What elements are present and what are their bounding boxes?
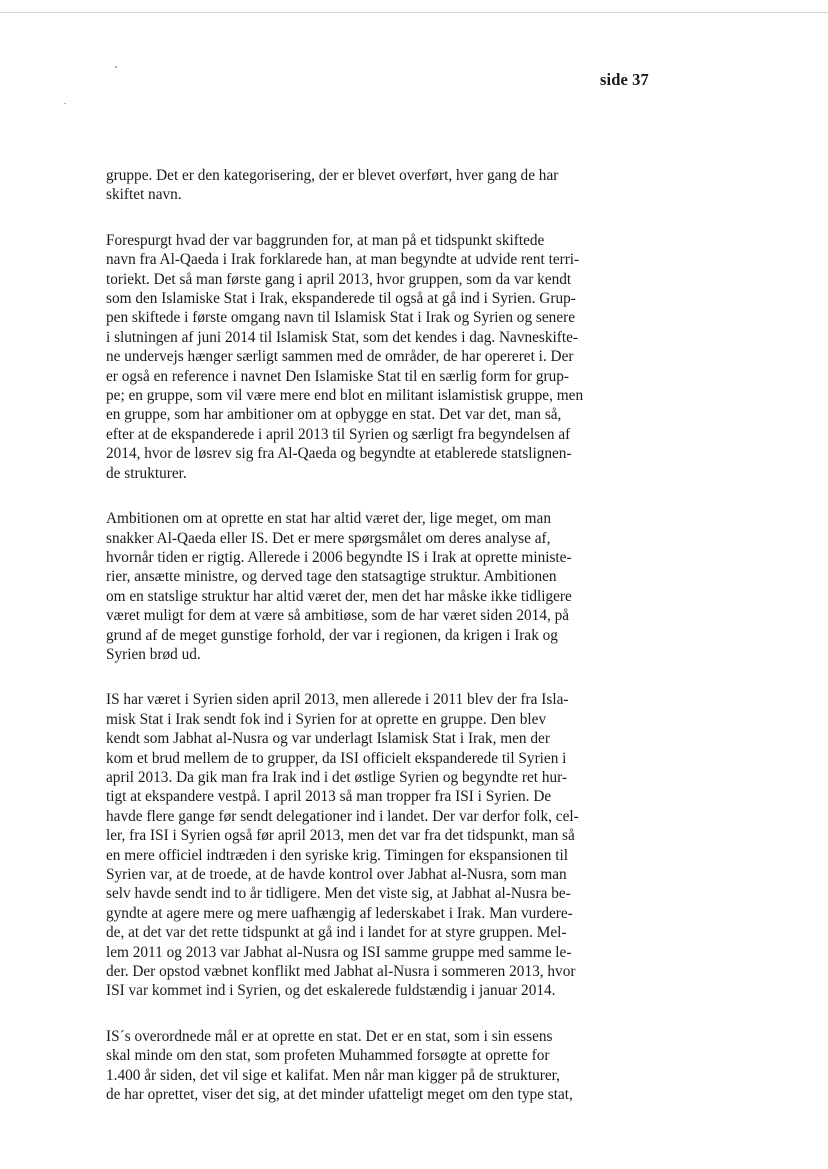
text-line: de har oprettet, viser det sig, at det minder ufatteligt meget om den type stat, <box>106 1086 573 1104</box>
text-line: været muligt for dem at være så ambitiøse, som de har været siden 2014, på <box>106 607 570 625</box>
text-line: en gruppe, som har ambitioner om at opbygge en stat. Det var det, man så, <box>106 406 562 424</box>
text-line: Syrien brød ud. <box>106 645 201 663</box>
paragraph <box>106 166 596 205</box>
text-line: som den Islamiske Stat i Irak, ekspanderede til også at gå ind i Syrien. Grup- <box>106 290 576 308</box>
text-line: pen skiftede i første omgang navn til Islamisk Stat i Irak og Syrien og senere <box>106 309 575 327</box>
paragraph <box>106 509 596 664</box>
body-text <box>106 166 596 1130</box>
text-line: 2014, hvor de løsrev sig fra Al-Qaeda og begyndte at etablerede statslignen- <box>106 445 572 463</box>
text-line: Syrien var, at de troede, at de havde kontrol over Jabhat al-Nusra, som man <box>106 866 567 883</box>
text-line: pe; en gruppe, som vil være mere end blot en militant islamistisk gruppe, men <box>106 387 584 405</box>
text-line: ler, fra ISI i Syrien også før april 2013, men det var fra det tidspunkt, man så <box>106 827 575 845</box>
text-line: i slutningen af juni 2014 til Islamisk Stat, som det kendes i dag. Navneskifte- <box>106 328 579 346</box>
text-line: gyndte at agere mere og mere uafhængig af lederskabet i Irak. Man vurdere- <box>106 904 573 922</box>
text-line: IS har været i Syrien siden april 2013, men allerede i 2011 blev der fra Isla- <box>106 691 569 709</box>
text-line: havde flere gange før sendt delegationer ind i landet. Der var derfor folk, cel- <box>106 807 579 825</box>
scan-top-edge <box>0 12 828 13</box>
text-line: navn fra Al-Qaeda i Irak forklarede han, at man begyndte at udvide rent terri- <box>106 251 580 269</box>
text-line: Ambitionen om at oprette en stat har altid været der, lige meget, om man <box>106 510 551 528</box>
text-line: 1.400 år siden, det vil sige et kalifat. Men når man kigger på de strukturer, <box>106 1066 560 1084</box>
text-line: selv havde sendt ind to år tidligere. Men det viste sig, at Jabhat al-Nusra be- <box>106 885 571 903</box>
text-line: lem 2011 og 2013 var Jabhat al-Nusra og ISI samme gruppe med samme le- <box>106 943 572 961</box>
paragraph <box>106 231 596 483</box>
text-line: rier, ansætte ministre, og derved tage den statsagtige struktur. Ambitionen <box>106 568 557 586</box>
text-line: de, at det var det rette tidspunkt at gå ind i landet for at styre gruppen. Mel- <box>106 924 567 942</box>
scan-speck <box>64 103 66 104</box>
text-line: skiftet navn. <box>106 186 182 204</box>
text-line: om en statslige struktur har altid været der, men det har måske ikke tidligere <box>106 587 572 605</box>
text-line: efter at de ekspanderede i april 2013 til Syrien og særligt fra begyndelsen af <box>106 425 571 443</box>
text-line: misk Stat i Irak sendt fok ind i Syrien for at oprette en gruppe. Den blev <box>106 710 547 728</box>
text-line: hvornår tiden er rigtig. Allerede i 2006 begyndte IS i Irak at oprette ministe- <box>106 548 572 566</box>
text-line: tigt at ekspandere vestpå. I april 2013 så man tropper fra ISI i Syrien. De <box>106 788 552 806</box>
text-line: grund af de meget gunstige forhold, der var i regionen, da krigen i Irak og <box>106 626 558 644</box>
text-line: april 2013. Da gik man fra Irak ind i det østlige Syrien og begyndte ret hur- <box>106 768 568 786</box>
text-line: de strukturer. <box>106 464 187 482</box>
text-line: Forespurgt hvad der var baggrunden for, at man på et tidspunkt skiftede <box>106 231 545 249</box>
text-line: ISI var kommet ind i Syrien, og det eskalerede fuldstændig i januar 2014. <box>106 982 556 1000</box>
paragraph <box>106 690 596 1001</box>
text-line: er også en reference i navnet Den Islamiske Stat til en særlig form for grup- <box>106 367 569 385</box>
page-number: side 37 <box>600 70 649 89</box>
text-line: skal minde om den stat, som profeten Muhammed forsøgte at oprette for <box>106 1047 550 1065</box>
text-line: IS´s overordnede mål er at oprette en stat. Det er en stat, som i sin essens <box>106 1027 553 1045</box>
text-line: kom et brud mellem de to grupper, da ISI officielt ekspanderede til Syrien i <box>106 749 567 767</box>
text-line: kendt som Jabhat al-Nusra og var underlagt Islamisk Stat i Irak, men der <box>106 730 550 748</box>
text-line: ne undervejs hænger særligt sammen med de områder, de har opereret i. Der <box>106 348 574 366</box>
text-line: toriekt. Det så man første gang i april 2013, hvor gruppen, som da var kendt <box>106 270 572 288</box>
text-line: der. Der opstod væbnet konflikt med Jabhat al-Nusra i sommeren 2013, hvor <box>106 963 576 981</box>
text-line: gruppe. Det er den kategorisering, der er blevet overført, hver gang de har <box>106 167 559 184</box>
text-line: en mere officiel indtræden i den syriske krig. Timingen for ekspansionen til <box>106 846 568 864</box>
paragraph <box>106 1027 596 1105</box>
text-line: snakker Al-Qaeda eller IS. Det er mere spørgsmålet om deres analyse af, <box>106 529 551 547</box>
scan-speck <box>115 66 117 68</box>
